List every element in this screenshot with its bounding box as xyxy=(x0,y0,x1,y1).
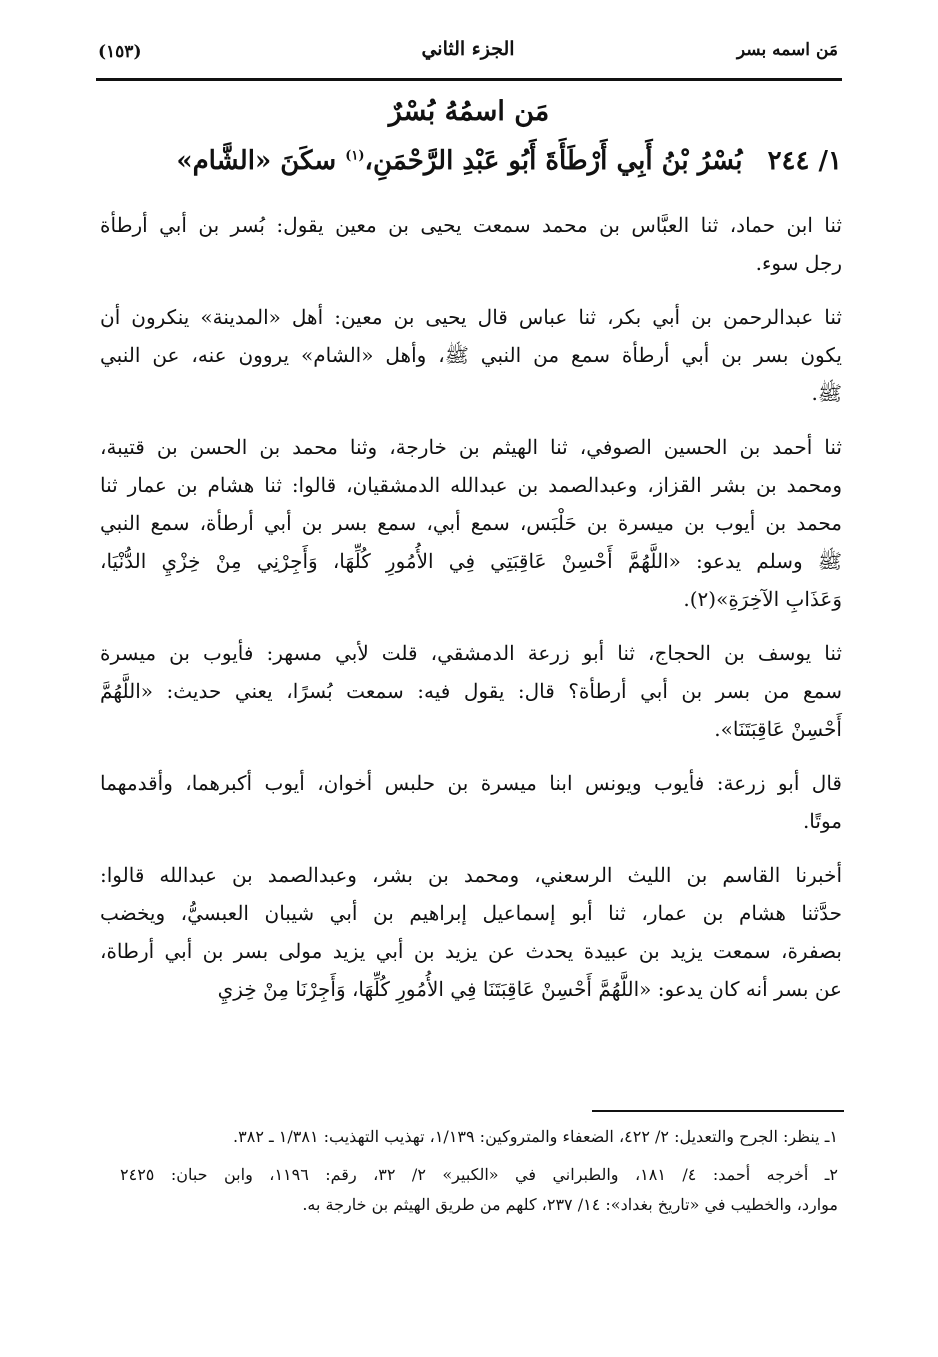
paragraph xyxy=(100,764,842,840)
paragraph xyxy=(100,298,842,412)
paragraph xyxy=(100,206,842,282)
text-line: موتًا. xyxy=(802,809,842,833)
running-header-section: مَن اسمه بسر xyxy=(736,40,838,60)
paragraph xyxy=(100,634,842,748)
text-line: محمد بن أيوب بن ميسرة بن حَلْبَس، سمع أبي، سمع بسر بن أبي أرطأة، سمع النبي xyxy=(100,511,842,535)
page-number: (١٥٣) xyxy=(98,42,142,62)
text-line: قال أبو زرعة: فأيوب ويونس ابنا ميسرة بن حلبس أخوان، أيوب أكبرهما، وأقدمهما xyxy=(100,771,842,795)
text-line: موارد، والخطيب في «تاريخ بغداد»: ١٤/ ٢٣٧، كلهم من طريق الهيثم بن خارجة به. xyxy=(302,1195,838,1214)
footnote xyxy=(120,1122,838,1152)
text-line: ومحمد بن بشر القزاز، وعبدالصمد بن عبدالله الدمشقيان، قالوا: ثنا هشام بن عمار ثنا xyxy=(100,473,842,497)
text-line: حدَّثنا هشام بن عمار، ثنا أبو إسماعيل إبراهيم بن أبي شيبان العبسيُّ، ويخضب xyxy=(100,901,842,925)
text-line: عن بسر أنه كان يدعو: «اللَّهُمَّ أَحْسِنْ عَاقِبَتَنَا فِي الأُمُورِ كُلِّهَا، وَأَجِرْنَا مِنْ خِزيِ xyxy=(217,977,842,1001)
entry-name: بُسْرُ بْنُ أَبِي أَرْطَأَةَ أَبُو عَبْدِ الرَّحْمَنِ، xyxy=(364,146,743,176)
text-line: ﷺ وسلم يدعو: «اللَّهُمَّ أَحْسِنْ عَاقِبَتِي فِي الأُمُورِ كُلِّهَا، وَأَجِرْنِي مِنْ خِزْيِ الدُّنْيَا، xyxy=(100,549,842,573)
footnote xyxy=(120,1160,838,1220)
text-line: سمع من بسر بن أبي أرطأة؟ قال: يقول فيه: سمعت بُسرًا، يعني حديث: «اللَّهُمَّ xyxy=(100,679,842,703)
text-line: ثنا يوسف بن الحجاج، ثنا أبو زرعة الدمشقي، قلت لأبي مسهر: فأيوب بن ميسرة xyxy=(100,641,842,665)
text-line: أخبرنا القاسم بن الليث الرسعني، ومحمد بن بشر، وعبدالصمد بن عبدالله قالوا: xyxy=(100,863,842,887)
text-line: ثنا ابن حماد، ثنا العبَّاس بن محمد سمعت يحيى بن معين يقول: بُسر بن أبي أرطأة xyxy=(100,213,842,237)
body-text xyxy=(100,206,842,1008)
text-line: ثنا عبدالرحمن بن أبي بكر، ثنا عباس قال يحيى بن معين: أهل «المدينة» ينكرون أن xyxy=(100,305,842,329)
entry-number: ١/ ٢٤٤ xyxy=(767,146,842,176)
footnotes xyxy=(120,1122,838,1228)
text-line: ١ـ ينظر: الجرح والتعديل: ٢/ ٤٢٢، الضعفاء والمتروكين: ١/١٣٩، تهذيب التهذيب: ١/٣٨١ ـ ٣٨٢. xyxy=(233,1127,838,1146)
footnote-rule xyxy=(592,1110,844,1112)
entry-heading xyxy=(96,146,842,176)
text-line: ﷺ. xyxy=(811,381,842,405)
text-line: ثنا أحمد بن الحسين الصوفي، ثنا الهيثم بن خارجة، وثنا محمد بن الحسن بن قتيبة، xyxy=(100,435,842,459)
running-header-volume: الجزء الثاني xyxy=(421,38,515,60)
text-line: وَعَذَابِ الآخِرَةِ»(٢). xyxy=(683,587,842,611)
paragraph xyxy=(100,428,842,618)
entry-residence: سكَنَ «الشَّام» xyxy=(176,146,337,176)
text-line: يكون بسر بن أبي أرطأة سمع من النبي ﷺ، وأهل «الشام» يروون عنه، عن النبي xyxy=(100,343,842,367)
header-rule xyxy=(96,78,842,81)
chapter-title: مَن اسمُهُ بُسْرٌ xyxy=(388,96,550,127)
text-line: ٢ـ أخرجه أحمد: ٤/ ١٨١، والطبراني في «الكبير» ٢/ ٣٢، رقم: ١١٩٦، وابن حبان: ٢٤٢٥ xyxy=(120,1165,839,1184)
entry-footnote-ref: (١) xyxy=(345,148,365,164)
running-header xyxy=(98,34,838,74)
text-line: رجل سوء. xyxy=(755,251,842,275)
text-line: بصفرة، سمعت يزيد بن عبيدة يحدث عن يزيد بن أبي يزيد مولى بسر بن أبي أرطاة، xyxy=(100,939,842,963)
text-line: أَحْسِنْ عَاقِبَتَنَا». xyxy=(714,717,842,741)
paragraph xyxy=(100,856,842,1008)
